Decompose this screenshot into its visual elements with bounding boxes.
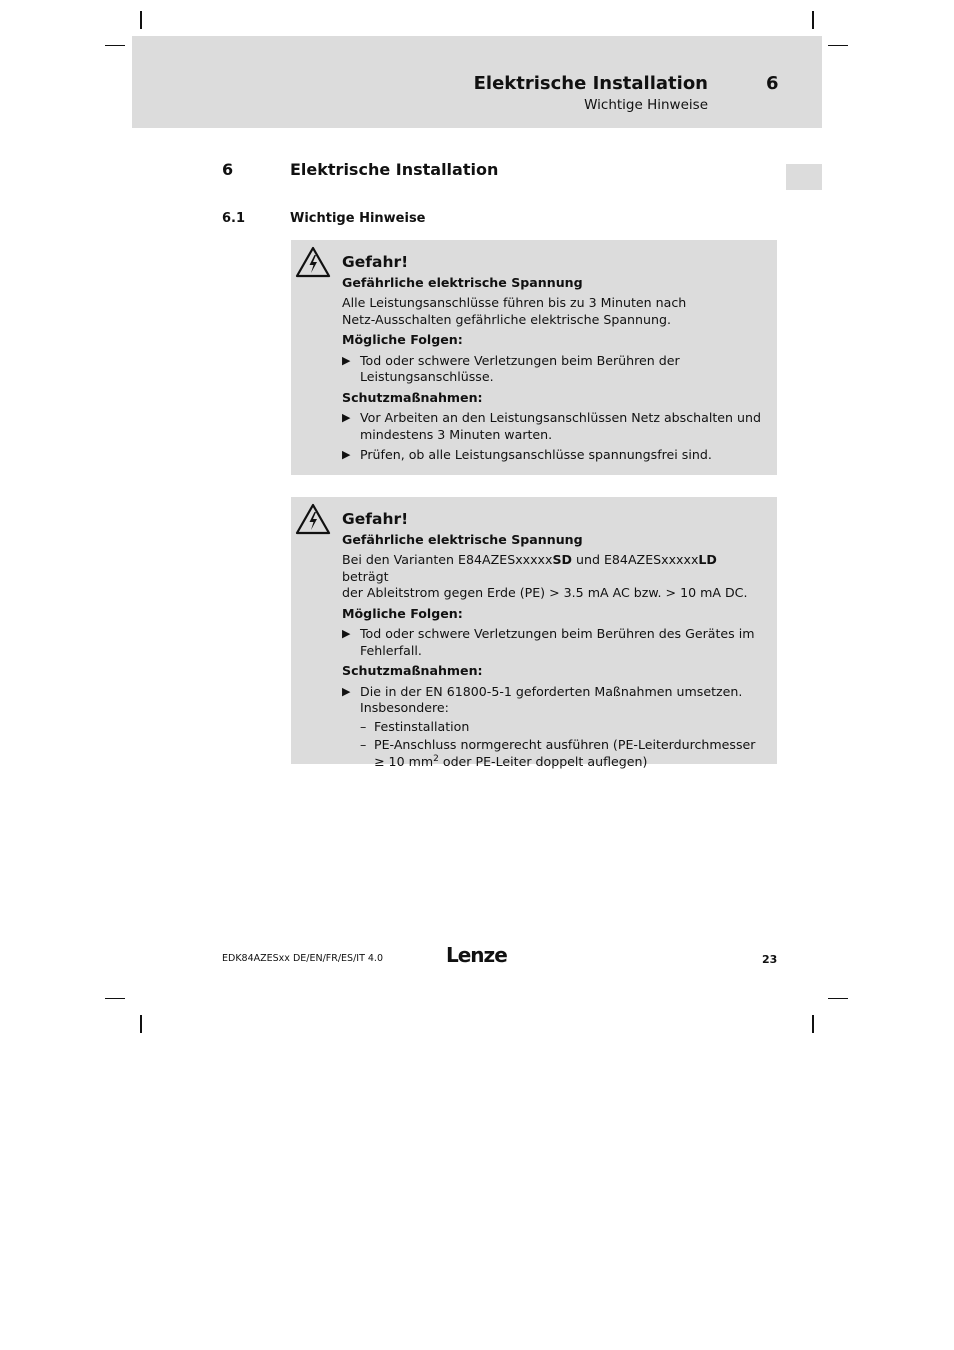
consequences-label: Mögliche Folgen:: [342, 332, 463, 347]
danger-description: Alle Leistungsanschlüsse führen bis zu 3 Minuten nach Netz-Ausschalten gefährliche elektrische Spannung.: [342, 295, 687, 327]
crop-mark: [140, 11, 142, 29]
danger-heading: Gefahr!: [342, 510, 409, 528]
crop-mark: [140, 1015, 142, 1033]
header-title: Elektrische Installation: [473, 73, 708, 94]
consequences-label: Mögliche Folgen:: [342, 605, 463, 621]
danger-title: Gefährliche elektrische Spannung: [342, 274, 583, 290]
crop-mark: [828, 45, 848, 46]
bullet-arrow-icon: ▶: [342, 411, 351, 424]
crop-mark: [812, 11, 814, 29]
section-number: 6: [222, 160, 234, 179]
list-item: ▶ Tod oder schwere Verletzungen beim Berühren des Gerätes im Fehlerfall.: [342, 626, 755, 658]
bullet-arrow-icon: ▶: [342, 448, 351, 461]
header-subtitle: Wichtige Hinweise: [584, 97, 708, 113]
danger-title: Gefährliche elektrische Spannung: [342, 531, 583, 547]
crop-mark: [828, 998, 848, 999]
subsection-number: 6.1: [222, 211, 246, 226]
lenze-logo: Lenze: [446, 943, 507, 967]
list-item: ▶ Prüfen, ob alle Leistungsanschlüsse spannungsfrei sind.: [342, 447, 712, 462]
danger-description: Bei den Varianten E84AZESxxxxxSD und E84AZESxxxxxLD beträgt der Ableitstrom gegen Erde (PE) > 3.5 mA AC bzw. > 10 mA DC.: [342, 552, 748, 600]
list-item: ▶ Vor Arbeiten an den Leistungsanschlüssen Netz abschalten und mindestens 3 Minuten warten.: [342, 410, 761, 442]
page-number: 23: [762, 953, 778, 966]
subsection-title: Wichtige Hinweise: [290, 211, 426, 226]
list-item: ▶ Die in der EN 61800-5-1 geforderten Maßnahmen umsetzen. Insbesondere:: [342, 683, 743, 715]
danger-heading: Gefahr!: [342, 253, 409, 271]
crop-mark: [812, 1015, 814, 1033]
dash-bullet: –: [360, 737, 367, 752]
section-title: Elektrische Installation: [290, 160, 499, 179]
high-voltage-warning-icon: [295, 246, 331, 278]
bullet-arrow-icon: ▶: [342, 353, 351, 367]
dash-bullet: –: [360, 718, 367, 734]
bullet-arrow-icon: ▶: [342, 627, 351, 640]
crop-mark: [105, 998, 125, 999]
crop-mark: [105, 45, 125, 46]
measures-label: Schutzmaßnahmen:: [342, 389, 483, 405]
sub-list-item: – Festinstallation: [360, 718, 470, 734]
high-voltage-warning-icon: [295, 503, 331, 535]
chapter-tab-marker: [786, 164, 822, 190]
measures-label: Schutzmaßnahmen:: [342, 663, 483, 678]
header-chapter-number: 6: [766, 73, 779, 94]
sub-list-item: – PE-Anschluss normgerecht ausführen (PE-Leiterdurchmesser ≥ 10 $mm^2$ oder PE-Leiter doppelt auflegen): [360, 737, 756, 769]
bullet-arrow-icon: ▶: [342, 684, 351, 698]
footer-document-id: EDK84AZESxx DE/EN/FR/ES/IT 4.0: [222, 953, 383, 964]
list-item: ▶ Tod oder schwere Verletzungen beim Berühren der Leistungsanschlüsse.: [342, 352, 680, 384]
danger-box-2: [291, 497, 777, 769]
danger-box-1: [291, 240, 777, 475]
